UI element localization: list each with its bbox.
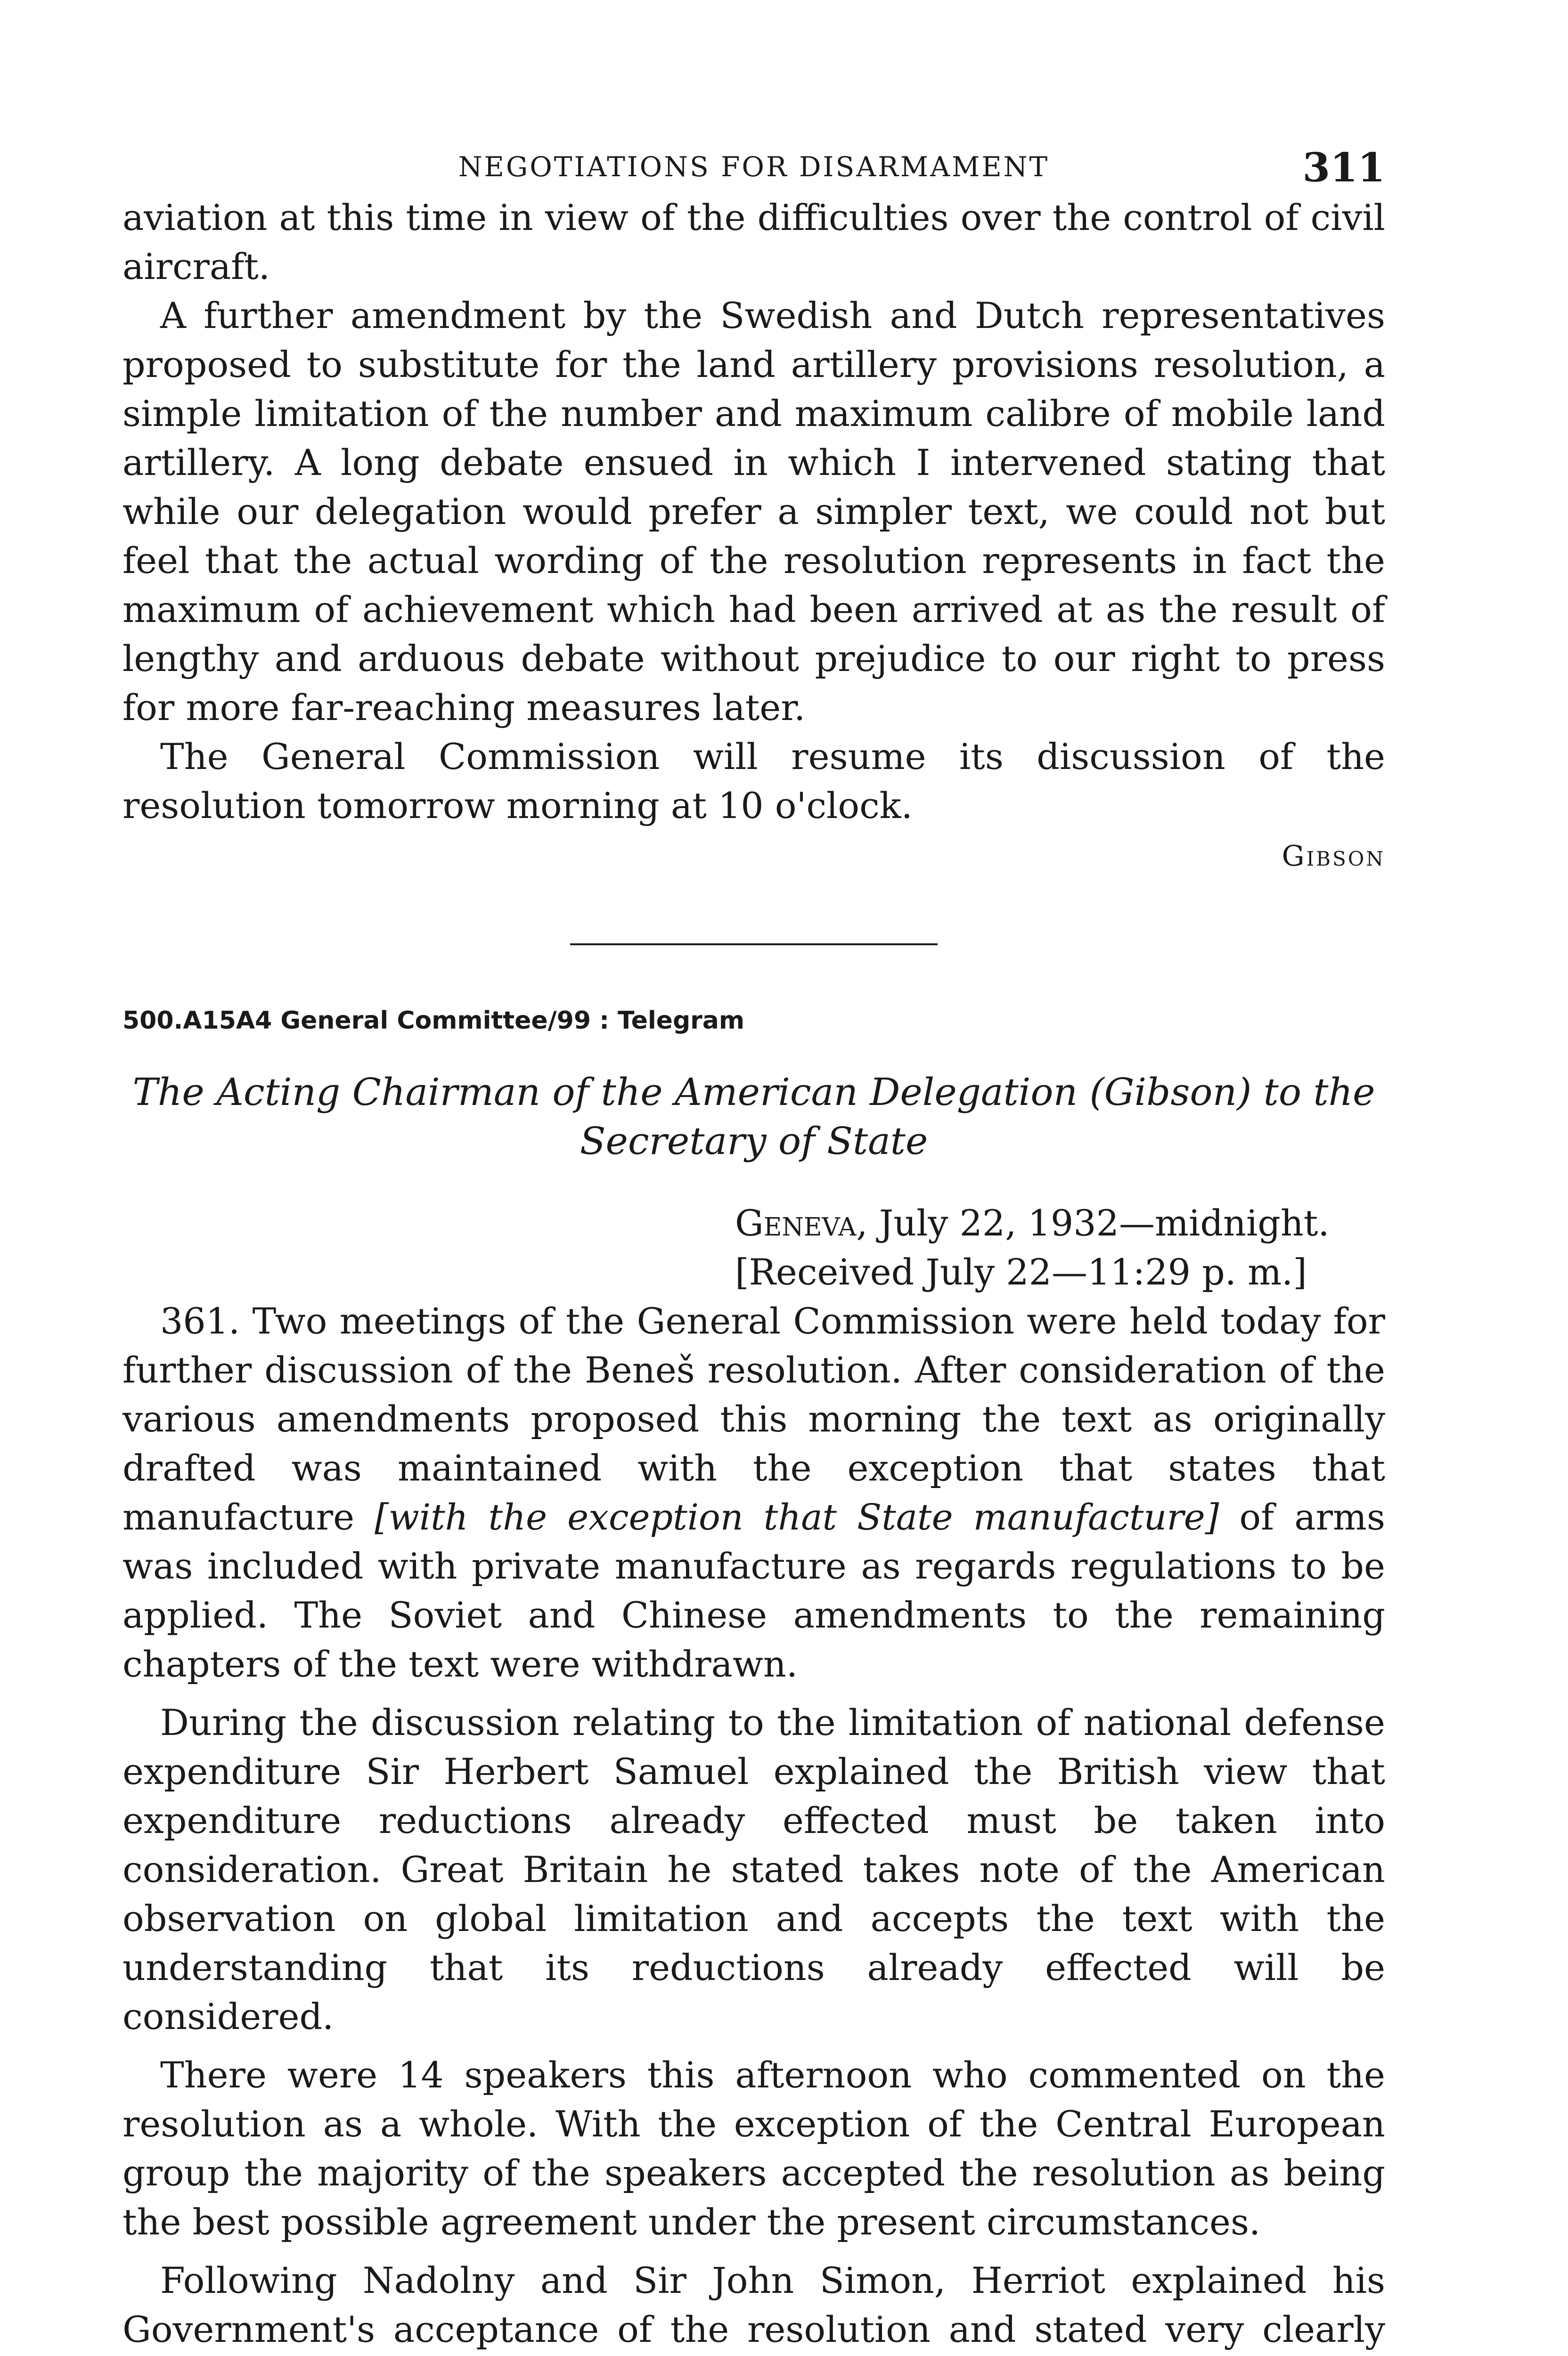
- paragraph: [122, 1297, 1385, 1689]
- page-number: 311: [1302, 144, 1385, 191]
- running-title: NEGOTIATIONS FOR DISARMAMENT: [458, 151, 1050, 183]
- dateline-date: , July 22, 1932—midnight.: [856, 1202, 1330, 1244]
- dateline: [735, 1199, 1385, 1248]
- section-divider: [570, 943, 938, 945]
- paragraph: Following Nadolny and Sir John Simon, Herriot explained his Government's acceptance of the resolution and stated very clearly: [122, 2259, 1385, 2350]
- received-line: [Received July 22—11:29 p. m.]: [735, 1251, 1307, 1293]
- paragraph: A further amendment by the Swedish and Dutch representatives proposed to substitute for the land artillery provisions resolution, a simple limitation of the number and maximum calibre of mobile land artillery. A long debate ensued in which I intervened stating that while our delegation would prefer a simpler text, we could not but feel that the actual wording of the resolution represents in fact the maximum of achievement which had been arrived at as the result of lengthy and arduous debate without prejudice to our right to press for more far-reaching measures later.: [122, 294, 1385, 728]
- dateline-place: Geneva: [735, 1202, 857, 1244]
- paragraph: The General Commission will resume its discussion of the resolution tomorrow morning at 10 o'clock.: [122, 736, 1385, 826]
- paragraph: There were 14 speakers this afternoon who commented on the resolution as a whole. With the exception of the Central European group the majority of the speakers accepted the resolution as being the best possible agreement under the present circumstances.: [122, 2054, 1385, 2243]
- paragraph-text: 361. Two meetings of the General Commission were held today for further discussion of the Beneš resolution. After consideration of the various amendments proposed this morning the text as originally drafted was maintained with the exception that states that manufacture: [122, 1300, 1385, 1538]
- paragraph: aviation at this time in view of the difficulties over the control of civil aircraft.: [122, 196, 1385, 287]
- document-page: [122, 141, 1385, 2356]
- file-reference: 500.A15A4 General Committee/99 : Telegram: [122, 1006, 745, 1035]
- paragraph: During the discussion relating to the limitation of national defense expenditure Sir Herbert Samuel explained the British view that expenditure reductions already effected must be taken into consideration. Great Britain he stated takes note of the American observation on global limitation and accepts the text with the understanding that its reductions already effected will be considered.: [122, 1702, 1385, 2037]
- paragraph-text: of arms was included with private manufacture as regards regulations to be applied. The Soviet and Chinese amendments to the remaining chapters of the text were withdrawn.: [122, 1496, 1385, 1685]
- inserted-correction: [with the exception that State manufacture]: [375, 1496, 1219, 1538]
- running-head: [122, 141, 1385, 193]
- document-heading: The Acting Chairman of the American Delegation (Gibson) to the Secretary of State: [132, 1070, 1375, 1163]
- signature: Gibson: [1282, 840, 1385, 873]
